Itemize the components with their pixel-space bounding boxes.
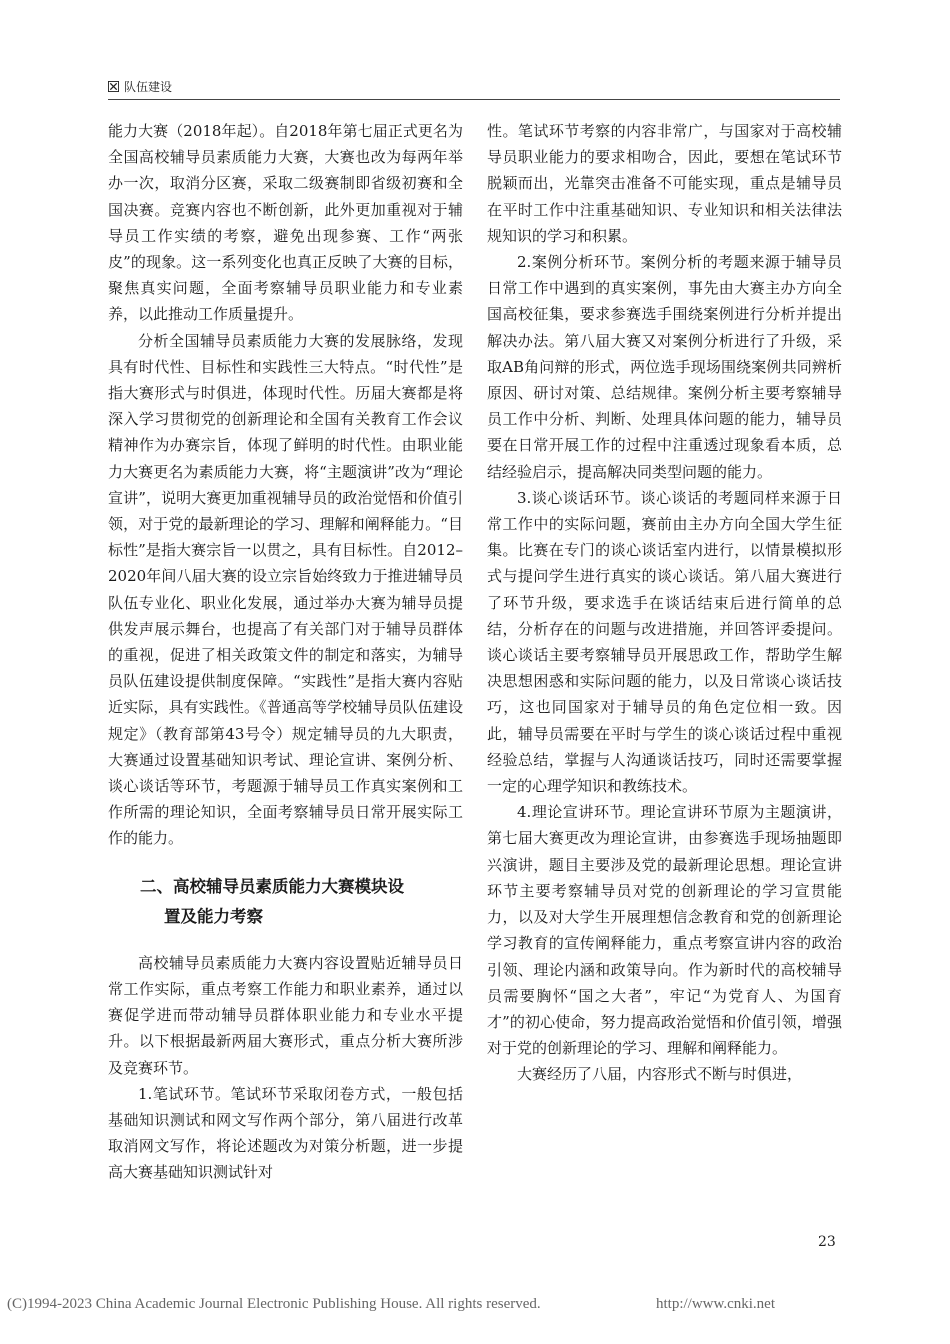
section-heading-line2: 置及能力考察 xyxy=(164,906,263,926)
header-rule xyxy=(108,99,840,100)
footer-copyright: (C)1994-2023 China Academic Journal Electronic Publishing House. All rights reserved. xyxy=(7,1296,541,1312)
paragraph: 4.理论宣讲环节。理论宣讲环节原为主题演讲，第七届大赛更改为理论宣讲，由参赛选手现场抽题即兴演讲，题目主要涉及党的最新理论思想。理论宣讲环节主要考察辅导员对党的创新理论的学习宣贯能力，以及对大学生开展理想信念教育和党的创新理论学习教育的宣传阐释能力，重点考察宣讲内容的政治引领、理论内涵和政策导向。作为新时代的高校辅导员需要胸怀“国之大者”，牢记“为党育人、为国育才”的初心使命，努力提高政治觉悟和价值引领，增强对于党的创新理论的学习、理解和阐释能力。 xyxy=(487,803,842,1058)
section-heading xyxy=(108,872,463,932)
running-header xyxy=(108,78,172,95)
left-column xyxy=(108,118,463,1186)
emblem-icon xyxy=(108,81,119,92)
header-title: 队伍建设 xyxy=(124,80,173,94)
paragraph: 能力大赛（2018年起）。自2018年第七届正式更名为全国高校辅导员素质能力大赛，大赛也改为每两年举办一次，取消分区赛，采取二级赛制即省级初赛和全国决赛。竞赛内容也不断创新，此外更加重视对于辅导员工作实绩的考察，避免出现参赛、工作“两张皮”的现象。这一系列变化也真正反映了大赛的目标，聚焦真实问题，全面考察辅导员职业能力和专业素养，以此推动工作质量提升。 xyxy=(108,122,463,324)
paragraph: 高校辅导员素质能力大赛内容设置贴近辅导员日常工作实际，重点考察工作能力和职业素养，通过以赛促学进而带动辅导员群体职业能力和专业水平提升。以下根据最新两届大赛形式，重点分析大赛所涉及竞赛环节。 xyxy=(108,953,463,1077)
section-heading-line1: 二、高校辅导员素质能力大赛模块设 xyxy=(140,876,404,896)
paragraph: 性。笔试环节考察的内容非常广，与国家对于高校辅导员职业能力的要求相吻合，因此，要想在笔试环节脱颖而出，光靠突击准备不可能实现，重点是辅导员在平时工作中注重基础知识、专业知识和相关法律法规知识的学习和积累。 xyxy=(487,122,842,245)
footer-url[interactable]: http://www.cnki.net xyxy=(656,1296,776,1312)
paragraph: 2.案例分析环节。案例分析的考题来源于辅导员日常工作中遇到的真实案例，事先由大赛主办方向全国高校征集，要求参赛选手围绕案例进行分析并提出解决办法。第八届大赛又对案例分析进行了升级，采取AB角问辩的形式，两位选手现场围绕案例共同辨析原因、研讨对策、总结规律。案例分析主要考察辅导员工作中分析、判断、处理具体问题的能力，辅导员要在日常开展工作的过程中注重透过现象看本质，总结经验启示，提高解决同类型问题的能力。 xyxy=(487,253,842,481)
page-number: 23 xyxy=(818,1234,836,1250)
paragraph: 1.笔试环节。笔试环节采取闭卷方式，一般包括基础知识测试和网文写作两个部分，第八届进行改革取消网文写作，将论述题改为对策分析题，进一步提高大赛基础知识测试针对 xyxy=(108,1084,463,1182)
paragraph: 分析全国辅导员素质能力大赛的发展脉络，发现具有时代性、目标性和实践性三大特点。“时代性”是指大赛形式与时俱进，体现时代性。历届大赛都是将深入学习贯彻党的创新理论和全国有关教育工作会议精神作为办赛宗旨，体现了鲜明的时代性。由职业能力大赛更名为素质能力大赛，将“主题演讲”改为“理论宣讲”，说明大赛更加重视辅导员的政治觉悟和价值引领，对于党的最新理论的学习、理解和阐释能力。“目标性”是指大赛宗旨一以贯之，具有目标性。自2012–2020年间八届大赛的设立宗旨始终致力于推进辅导员队伍专业化、职业化发展，通过举办大赛为辅导员提供发声展示舞台，也提高了有关部门对于辅导员群体的重视，促进了相关政策文件的制定和落实，为辅导员队伍建设提供制度保障。“实践性”是指大赛内容贴近实际，具有实践性。《普通高等学校辅导员队伍建设规定》（教育部第43号令）规定辅导员的九大职责，大赛通过设置基础知识考试、理论宣讲、案例分析、谈心谈话等环节，考题源于辅导员工作真实案例和工作所需的理论知识，全面考察辅导员日常开展实际工作的能力。 xyxy=(108,331,463,848)
paragraph: 3.谈心谈话环节。谈心谈话的考题同样来源于日常工作中的实际问题，赛前由主办方向全国大学生征集。比赛在专门的谈心谈话室内进行，以情景模拟形式与提问学生进行真实的谈心谈话。第八届大赛进行了环节升级，要求选手在谈话结束后进行简单的总结，分析存在的问题与改进措施，并回答评委提问。谈心谈话主要考察辅导员开展思政工作，帮助学生解决思想困惑和实际问题的能力，以及日常谈心谈话技巧，这也同国家对于辅导员的角色定位相一致。因此，辅导员需要在平时与学生的谈心谈话过程中重视经验总结，掌握与人沟通谈话技巧，同时还需要掌握一定的心理学知识和教练技术。 xyxy=(487,488,842,796)
paragraph: 大赛经历了八届，内容形式不断与时俱进， xyxy=(517,1065,803,1084)
right-column xyxy=(487,118,842,1088)
